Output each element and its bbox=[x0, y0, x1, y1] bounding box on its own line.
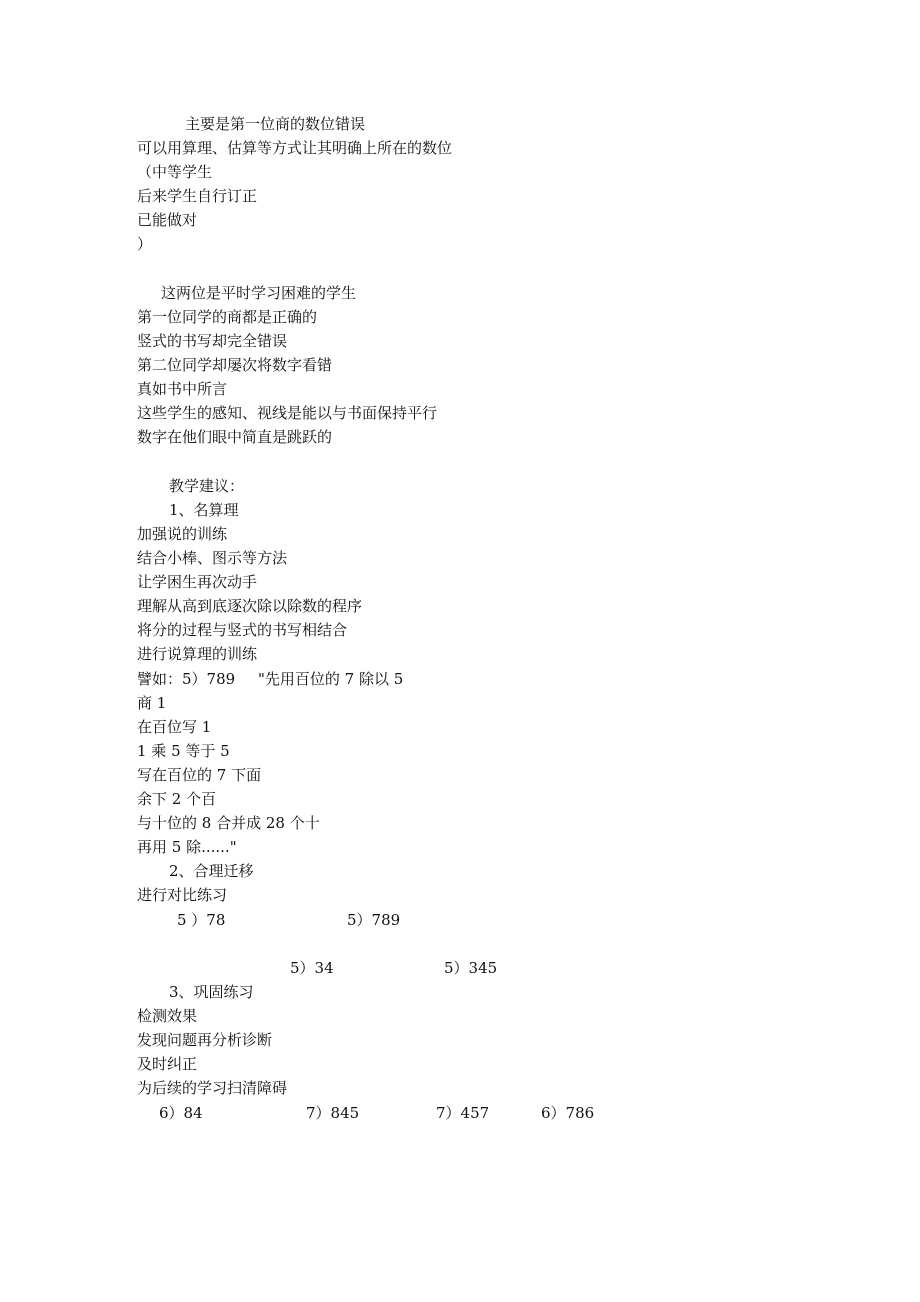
exercise-item: 6）786 bbox=[541, 1104, 595, 1122]
text-line: 进行说算理的训练 bbox=[137, 645, 258, 663]
exercise-item: 5）789 bbox=[347, 911, 401, 929]
text-line: 结合小棒、图示等方法 bbox=[137, 549, 288, 567]
exercise-item: 7）845 bbox=[306, 1104, 360, 1122]
exercise-item: 5）34 bbox=[290, 959, 334, 977]
text-line: 这两位是平时学习困难的学生 bbox=[161, 284, 357, 302]
text-line: 1 乘 5 等于 5 bbox=[137, 742, 230, 760]
exercise-item: 7）457 bbox=[436, 1104, 490, 1122]
text-line: 第一位同学的商都是正确的 bbox=[137, 308, 318, 326]
text-line: （中等学生 bbox=[137, 163, 213, 181]
text-line: 主要是第一位商的数位错误 bbox=[185, 115, 366, 133]
text-line: 让学困生再次动手 bbox=[137, 573, 258, 591]
text-line: 第二位同学却屡次将数字看错 bbox=[137, 356, 333, 374]
subsection-heading: 3、巩固练习 bbox=[169, 983, 254, 1001]
text-line: 再用 5 除......" bbox=[137, 838, 237, 856]
text-line: 理解从高到底逐次除以除数的程序 bbox=[137, 597, 363, 615]
text-line: 真如书中所言 bbox=[137, 380, 228, 398]
text-line: 可以用算理、估算等方式让其明确上所在的数位 bbox=[137, 139, 453, 157]
text-line: 譬如：5）789 bbox=[137, 670, 236, 688]
text-line: 余下 2 个百 bbox=[137, 790, 217, 808]
text-line: 这些学生的感知、视线是能以与书面保持平行 bbox=[137, 404, 438, 422]
subsection-heading: 2、合理迁移 bbox=[169, 862, 254, 880]
text-line: 为后续的学习扫清障碍 bbox=[137, 1079, 288, 1097]
text-line: 进行对比练习 bbox=[137, 886, 228, 904]
exercise-item: 5）345 bbox=[444, 959, 498, 977]
text-line: 已能做对 bbox=[137, 211, 198, 229]
text-line: 在百位写 1 bbox=[137, 718, 212, 736]
exercise-item: 5 ）78 bbox=[177, 911, 226, 929]
text-line: 数字在他们眼中简直是跳跃的 bbox=[137, 428, 333, 446]
text-line: 写在百位的 7 下面 bbox=[137, 766, 262, 784]
text-line: 及时纠正 bbox=[137, 1055, 198, 1073]
text-line: 将分的过程与竖式的书写相结合 bbox=[137, 621, 348, 639]
text-line: 与十位的 8 合并成 28 个十 bbox=[137, 814, 320, 832]
text-line: ） bbox=[137, 235, 153, 253]
text-line: 加强说的训练 bbox=[137, 525, 228, 543]
text-line: 检测效果 bbox=[137, 1007, 198, 1025]
text-line: 发现问题再分析诊断 bbox=[137, 1031, 273, 1049]
text-line: "先用百位的 7 除以 5 bbox=[258, 670, 404, 688]
text-line: 后来学生自行订正 bbox=[137, 187, 258, 205]
exercise-item: 6）84 bbox=[159, 1104, 203, 1122]
subsection-heading: 1、名算理 bbox=[169, 501, 239, 519]
section-heading: 教学建议： bbox=[169, 477, 245, 495]
text-line: 商 1 bbox=[137, 694, 167, 712]
text-line: 竖式的书写却完全错误 bbox=[137, 332, 288, 350]
